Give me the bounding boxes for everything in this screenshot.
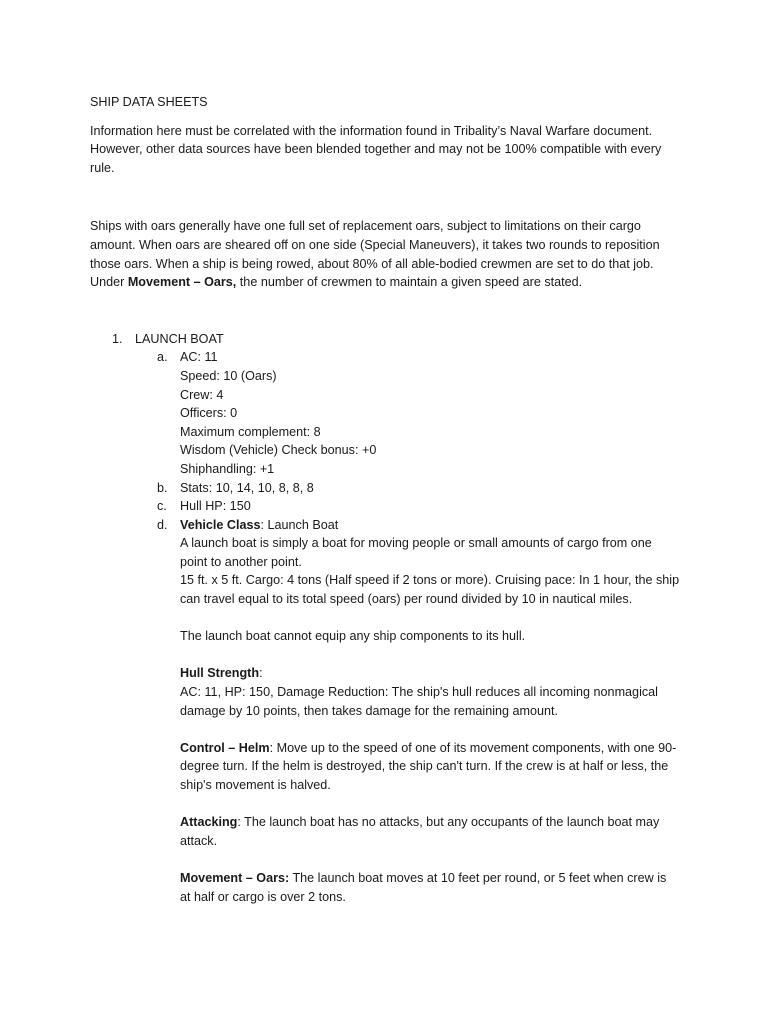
sublist-item-a	[90, 348, 680, 478]
sublist-marker-c: c.	[157, 499, 167, 514]
launch-boat-size-cargo: 15 ft. x 5 ft. Cargo: 4 tons (Half speed if 2 tons or more). Cruising pace: In 1 hour, the ship can travel equal to its total speed (oars) per round divided by 10 in nautical miles.	[180, 573, 680, 607]
sublist-marker-a: a.	[157, 350, 168, 365]
hull-hp-line: Hull HP: 150	[180, 499, 251, 514]
spacer	[180, 850, 680, 869]
intro-paragraph: Information here must be correlated with the information found in Tribality’s Naval Warfare document. However, other data sources have been blended together and may not be 100% compatible with every rule.	[90, 123, 662, 175]
oars-paragraph-tail: the number of crewmen to maintain a given speed are stated.	[236, 275, 583, 290]
list-item-label: LAUNCH BOAT	[135, 331, 224, 346]
movement-oars-text: The launch boat moves at 10 feet per round, or 5 feet when crew is at half or cargo is over 2 tons.	[180, 870, 667, 904]
oars-paragraph	[90, 217, 680, 291]
sublist-item-b	[90, 479, 680, 498]
hull-strength-colon: :	[259, 666, 263, 681]
oars-paragraph-text: Ships with oars generally have one full set of replacement oars, subject to limitations on their cargo amount. When oars are sheared off on one side (Special Maneuvers), it takes two rounds to reposition those oars. When a ship is being rowed, about 80% of all able-bodied crewmen are set to do that job. Under	[90, 219, 660, 290]
sublist-marker-b: b.	[157, 480, 168, 495]
document-title: SHIP DATA SHEETS	[90, 95, 208, 109]
list-item-launch-boat	[90, 330, 680, 349]
stat-line-speed: Speed: 10 (Oars)	[180, 368, 277, 383]
sublist-item-d	[90, 516, 680, 906]
attacking-text: : The launch boat has no attacks, but any occupants of the launch boat may attack.	[180, 815, 660, 848]
launch-boat-description: A launch boat is simply a boat for moving people or small amounts of cargo from one point to another point.	[180, 536, 652, 569]
spacer	[180, 795, 680, 814]
movement-oars-paragraph	[180, 869, 680, 906]
movement-oars-label: Movement – Oars:	[180, 870, 290, 885]
stats-line: Stats: 10, 14, 10, 8, 8, 8	[180, 480, 314, 495]
sublist-marker-d: d.	[157, 517, 168, 532]
sublist-item-c	[90, 497, 680, 516]
vehicle-class-value: : Launch Boat	[260, 517, 339, 532]
stat-line-shiphandling: Shiphandling: +1	[180, 461, 275, 476]
vehicle-class-line	[180, 516, 680, 535]
oars-paragraph-bold: Movement – Oars,	[127, 275, 237, 290]
stat-line-ac: AC: 11	[180, 350, 218, 365]
vehicle-class-label: Vehicle Class	[180, 517, 261, 532]
attacking-paragraph	[180, 813, 680, 850]
hull-strength-heading	[180, 664, 680, 683]
document-page	[90, 93, 680, 906]
spacer	[180, 720, 680, 739]
hull-strength-text: AC: 11, HP: 150, Damage Reduction: The ship's hull reduces all incoming nonmagical damage by 10 points, then takes damage for the remaining amount.	[180, 685, 658, 718]
no-components-line: The launch boat cannot equip any ship components to its hull.	[180, 629, 526, 644]
spacer	[180, 609, 680, 628]
list-number: 1.	[112, 331, 123, 346]
hull-strength-label: Hull Strength	[180, 666, 260, 681]
control-helm-text: : Move up to the speed of one of its movement components, with one 90-degree turn. If the helm is destroyed, the ship can't turn. If the crew is at half or less, the ship's movement is halved.	[180, 740, 677, 792]
stat-line-wisdom: Wisdom (Vehicle) Check bonus: +0	[180, 443, 377, 458]
spacer	[180, 646, 680, 665]
stat-line-complement: Maximum complement: 8	[180, 424, 321, 439]
control-helm-label: Control – Helm	[180, 740, 270, 755]
stat-line-officers: Officers: 0	[180, 406, 238, 421]
stat-line-crew: Crew: 4	[180, 387, 224, 402]
control-helm-paragraph	[180, 739, 680, 795]
attacking-label: Attacking	[180, 815, 238, 830]
